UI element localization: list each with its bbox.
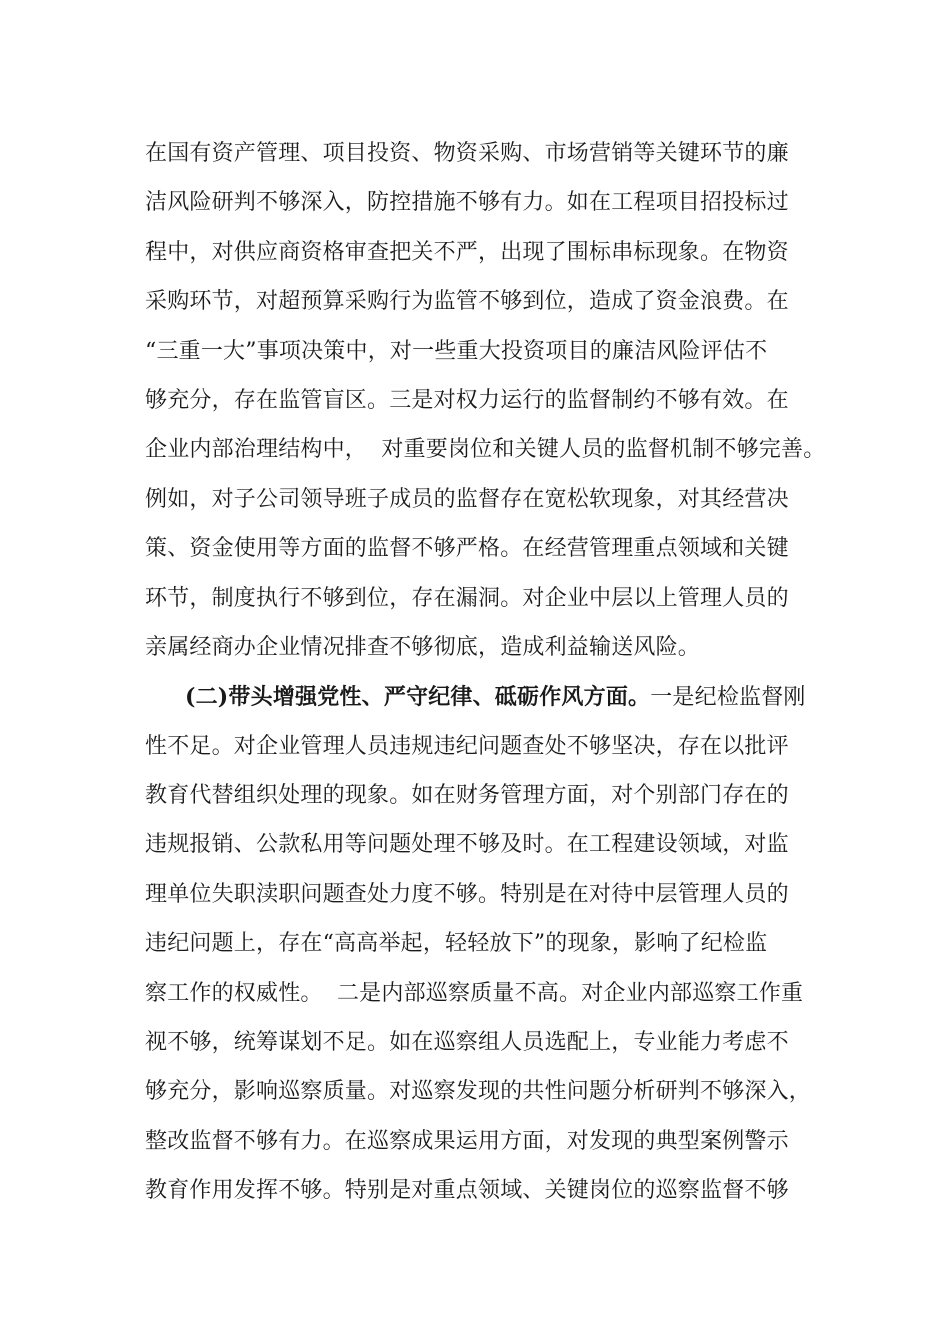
body-line: 例如，对子公司领导班子成员的监督存在宽松软现象，对其经营决 — [145, 486, 789, 512]
body-line: 够充分，存在监管盲区。三是对权力运行的监督制约不够有效。在 — [145, 387, 789, 413]
body-line: 采购环节，对超预算采购行为监管不够到位，造成了资金浪费。在 — [145, 289, 789, 315]
body-line: “三重一大”事项决策中，对一些重大投资项目的廉洁风险评估不 — [145, 338, 768, 364]
body-line: 教育作用发挥不够。特别是对重点领域、关键岗位的巡察监督不够 — [145, 1178, 789, 1204]
document-body — [145, 134, 825, 1221]
body-line: 察工作的权威性。 二是内部巡察质量不高。对企业内部巡察工作重 — [145, 980, 804, 1006]
body-line: 整改监督不够有力。在巡察成果运用方面，对发现的典型案例警示 — [145, 1128, 789, 1154]
body-line: 违纪问题上，存在“高高举起，轻轻放下”的现象，影响了纪检监 — [145, 931, 768, 957]
section-2-first-line-text: 一是纪检监督刚 — [650, 685, 806, 711]
section-2-first-line — [145, 677, 825, 726]
section-2-heading: (二)带头增强党性、严守纪律、砥砺作风方面。 — [185, 684, 651, 711]
body-line: 性不足。对企业管理人员违规违纪问题查处不够坚决，存在以批评 — [145, 733, 789, 759]
body-line: 策、资金使用等方面的监督不够严格。在经营管理重点领域和关键 — [145, 536, 789, 562]
body-line: 亲属经商办企业情况排查不够彻底，造成利益输送风险。 — [145, 634, 701, 660]
body-line: 环节，制度执行不够到位，存在漏洞。对企业中层以上管理人员的 — [145, 585, 789, 611]
body-line: 教育代替组织处理的现象。如在财务管理方面，对个别部门存在的 — [145, 783, 789, 809]
body-line: 在国有资产管理、项目投资、物资采购、市场营销等关键环节的廉 — [145, 141, 789, 166]
body-line: 违规报销、公款私用等问题处理不够及时。在工程建设领域，对监 — [145, 832, 789, 858]
body-line: 视不够，统筹谋划不足。如在巡察组人员选配上，专业能力考虑不 — [145, 1030, 789, 1056]
body-line: 理单位失职渎职问题查处力度不够。特别是在对待中层管理人员的 — [145, 881, 789, 907]
body-line: 企业内部治理结构中， 对重要岗位和关键人员的监督机制不够完善。 — [145, 437, 826, 463]
body-line: 够充分，影响巡察质量。对巡察发现的共性问题分析研判不够深入， — [145, 1079, 812, 1105]
body-line: 洁风险研判不够深入，防控措施不够有力。如在工程项目招投标过 — [145, 190, 789, 216]
body-line: 程中，对供应商资格审查把关不严，出现了围标串标现象。在物资 — [145, 239, 789, 265]
